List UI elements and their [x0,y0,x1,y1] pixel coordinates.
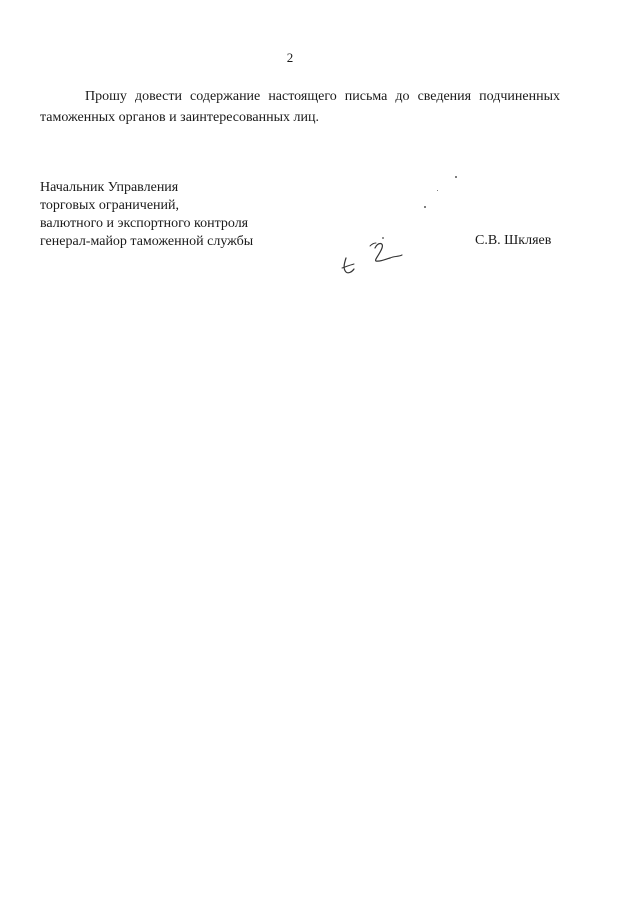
signatory-title-line: валютного и экспортного контроля [40,216,249,231]
page-number: 2 [286,50,294,65]
signatory-name: С.В. Шкляев [475,233,552,248]
signatory-title-line: Начальник Управления [40,180,179,195]
scan-speck [455,176,457,178]
body-paragraph: Прошу довести содержание настоящего письма до сведения подчиненных таможенных органов и заинтересованных лиц. [40,89,560,125]
signatory-title-line: генерал-майор таможенной службы [40,234,254,249]
scan-speck [437,190,438,191]
signatory-title-line: торговых ограничений, [40,198,180,213]
signatory-title [40,179,253,251]
scan-speck [424,206,426,208]
handwritten-signature [330,228,420,280]
